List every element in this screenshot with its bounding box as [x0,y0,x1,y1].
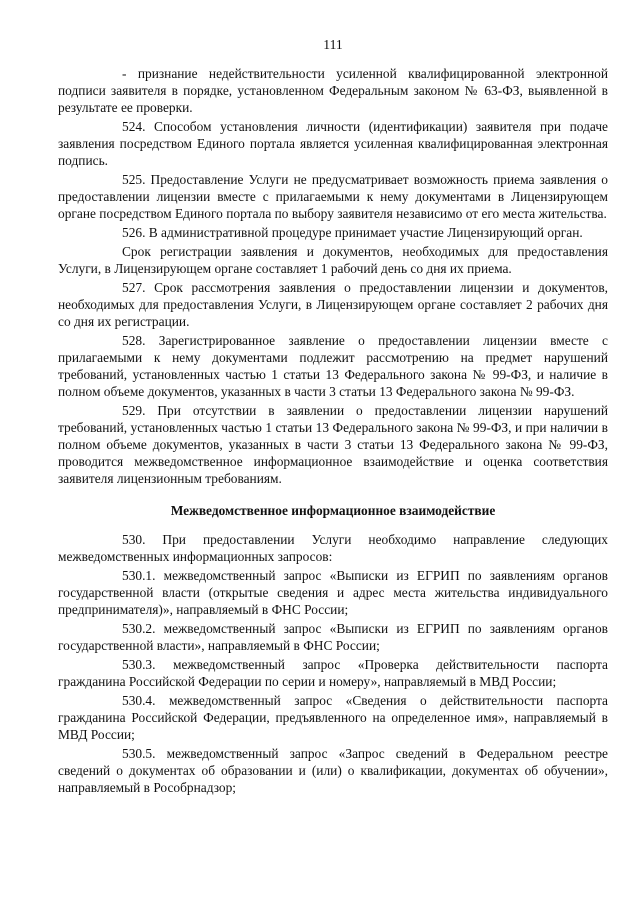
paragraph-528: 528. Зарегистрированное заявление о предоставлении лицензии вместе с прилагаемыми к нему документами подлежит рассмотрению на предмет нарушений требований, установленных частью 1 статьи 13 Федерального закона № 99-ФЗ, и наличие в полном объеме документов, указанных в части 3 статьи 13 Федерального закона № 99-ФЗ. [58,333,608,399]
page-number: 111 [323,37,343,52]
paragraph-527: 527. Срок рассмотрения заявления о предоставлении лицензии и документов, необходимых для предоставления Услуги, в Лицензирующем органе составляет 2 рабочих дня со дня их регистрации. [58,280,608,329]
section-heading: Межведомственное информационное взаимодействие [170,503,496,518]
paragraph-530: 530. При предоставлении Услуги необходимо направление следующих межведомственных информационных запросов: [58,532,608,564]
paragraph-524: 524. Способом установления личности (идентификации) заявителя при подаче заявления посредством Единого портала является усиленная квалифицированная электронная подпись. [58,119,608,168]
paragraph-530-2: 530.2. межведомственный запрос «Выписки из ЕГРИП по заявлениям органов государственной власти», направляемый в ФНС России; [58,621,608,653]
paragraph-signature-invalid: - признание недействительности усиленной квалифицированной электронной подписи заявителя в порядке, установленном Федеральным законом № 63-ФЗ, выявленной в результате ее проверки. [58,66,608,115]
paragraph-530-5: 530.5. межведомственный запрос «Запрос сведений в Федеральном реестре сведений о документах об образовании и (или) о квалификации, документах об обучении», направляемый в Рособрнадзор; [58,746,608,795]
paragraph-526: 526. В административной процедуре принимает участие Лицензирующий орган. [122,225,583,240]
paragraph-525: 525. Предоставление Услуги не предусматривает возможность приема заявления о предоставлении лицензии вместе с прилагаемыми к нему документами в Лицензирующем органе посредством Единого портала по выбору заявителя независимо от его места жительства. [58,172,608,221]
paragraph-530-3: 530.3. межведомственный запрос «Проверка действительности паспорта гражданина Российской Федерации по серии и номеру», направляемый в МВД России; [58,657,608,689]
paragraph-530-1: 530.1. межведомственный запрос «Выписки из ЕГРИП по заявлениям органов государственной власти (открытые сведения и адрес места жительства индивидуального предпринимателя)», направляемый в ФНС России; [58,568,608,617]
paragraph-530-4: 530.4. межведомственный запрос «Сведения о действительности паспорта гражданина Российской Федерации, предъявленного на определенное имя», направляемый в МВД России; [58,693,608,742]
paragraph-529: 529. При отсутствии в заявлении о предоставлении лицензии нарушений требований, установленных частью 1 статьи 13 Федерального закона № 99-ФЗ, и при наличии в полном объеме документов, указанных в части 3 статьи 13 Федерального закона № 99-ФЗ, проводится межведомственное информационное взаимодействие и оценка соответствия заявителя лицензионным требованиям. [58,403,608,486]
paragraph-registration-term: Срок регистрации заявления и документов, необходимых для предоставления Услуги, в Лицензирующем органе составляет 1 рабочий день со дня их приема. [58,244,608,276]
document-page [58,36,608,796]
